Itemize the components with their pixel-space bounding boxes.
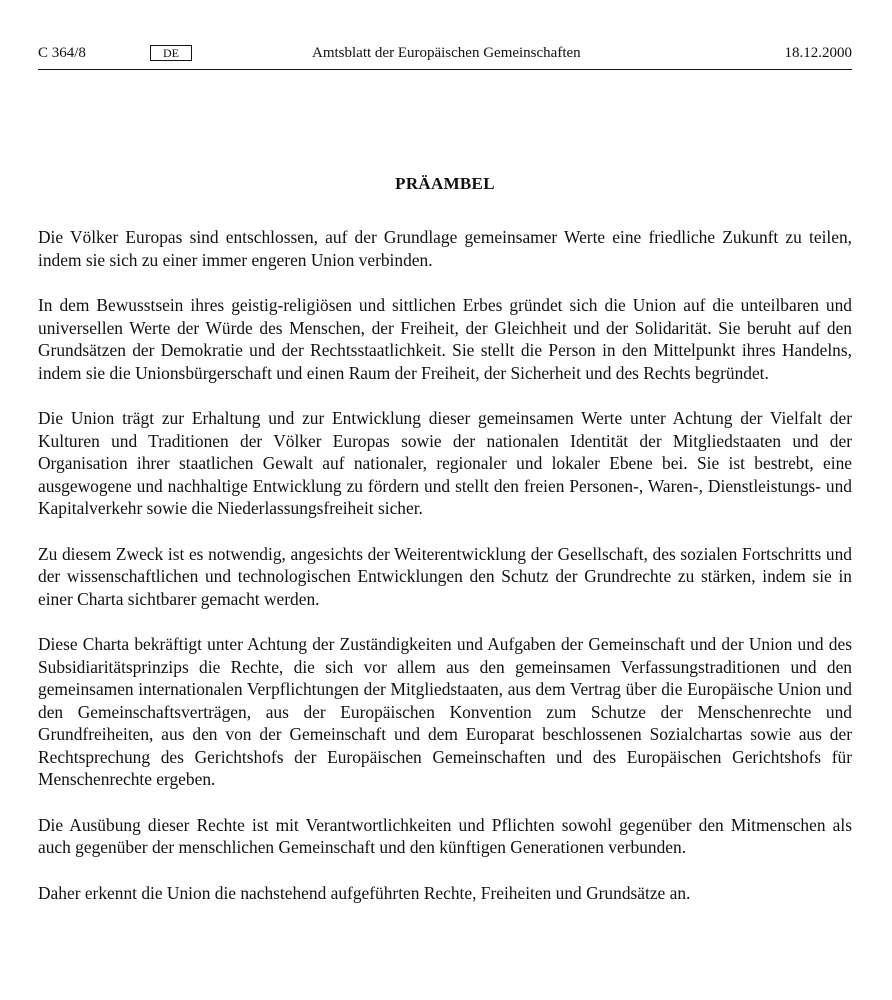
paragraph: Die Union trägt zur Erhaltung und zur Entwicklung dieser gemeinsamen Werte unter Achtung der Vielfalt der Kulturen und Traditionen der Völker Europas sowie der nationalen Identität der Mitgliedstaaten und der Organisation ihrer staatlichen Gewalt auf nationaler, regionaler und lokaler Ebene bei. Sie ist bestrebt, eine ausgewogene und nachhaltige Entwicklung zu fördern und stellt den freien Personen-, Waren-, Dienstleistungs- und Kapitalverkehr sowie die Niederlassungsfreiheit sicher.: [38, 408, 852, 518]
paragraph: Diese Charta bekräftigt unter Achtung der Zuständigkeiten und Aufgaben der Gemeinschaft und der Union und des Subsidiaritätsprinzips die Rechte, die sich vor allem aus den gemeinsamen Verfassungstraditionen und den gemeinsamen internationalen Verpflichtungen der Mitgliedstaaten, aus dem Vertrag über die Europäische Union und den Gemeinschaftsverträgen, aus der Europäischen Konvention zum Schutze der Menschenrechte und Grundfreiheiten, aus den von der Gemeinschaft und dem Europarat beschlossenen Sozialchartas sowie aus der Rechtsprechung des Gerichtshofs der Europäischen Gemeinschaften und des Europäischen Gerichtshofs für Menschenrechte ergeben.: [38, 634, 852, 789]
journal-reference: C 364/8: [38, 45, 86, 61]
paragraph: Daher erkennt die Union die nachstehend aufgeführten Rechte, Freiheiten und Grundsätze an.: [38, 882, 691, 903]
language-badge: DE: [150, 45, 192, 61]
paragraph: Zu diesem Zweck ist es notwendig, angesichts der Weiterentwicklung der Gesellschaft, des sozialen Fortschritts und der wissenschaftlichen und technologischen Entwicklungen den Schutz der Grundrechte zu stärken, indem sie in einer Charta sichtbarer gemacht werden.: [38, 543, 852, 609]
paragraph: Die Ausübung dieser Rechte ist mit Verantwortlichkeiten und Pflichten sowohl gegenüber den Mitmenschen als auch gegenüber der menschlichen Gemeinschaft und den künftigen Generationen verbunden.: [38, 814, 852, 857]
publication-date: 18.12.2000: [784, 45, 852, 61]
header-divider: [38, 69, 852, 70]
paragraph: In dem Bewusstsein ihres geistig-religiösen und sittlichen Erbes gründet sich die Union auf die unteilbaren und universellen Werte der Würde des Menschen, der Freiheit, der Gleichheit und der Solidarität. Sie beruht auf den Grundsätzen der Demokratie und der Rechtsstaatlichkeit. Sie stellt die Person in den Mittelpunkt ihres Handelns, indem sie die Unionsbürgerschaft und einen Raum der Freiheit, der Sicherheit und des Rechts begründet.: [38, 295, 852, 383]
paragraph: Die Völker Europas sind entschlossen, auf der Grundlage gemeinsamer Werte eine friedliche Zukunft zu teilen, indem sie sich zu einer immer engeren Union verbinden.: [38, 227, 852, 270]
page-header: [38, 44, 852, 66]
page-title: PRÄAMBEL: [395, 174, 495, 194]
journal-title: Amtsblatt der Europäischen Gemeinschaften: [312, 45, 581, 61]
preamble-text: [38, 226, 852, 904]
